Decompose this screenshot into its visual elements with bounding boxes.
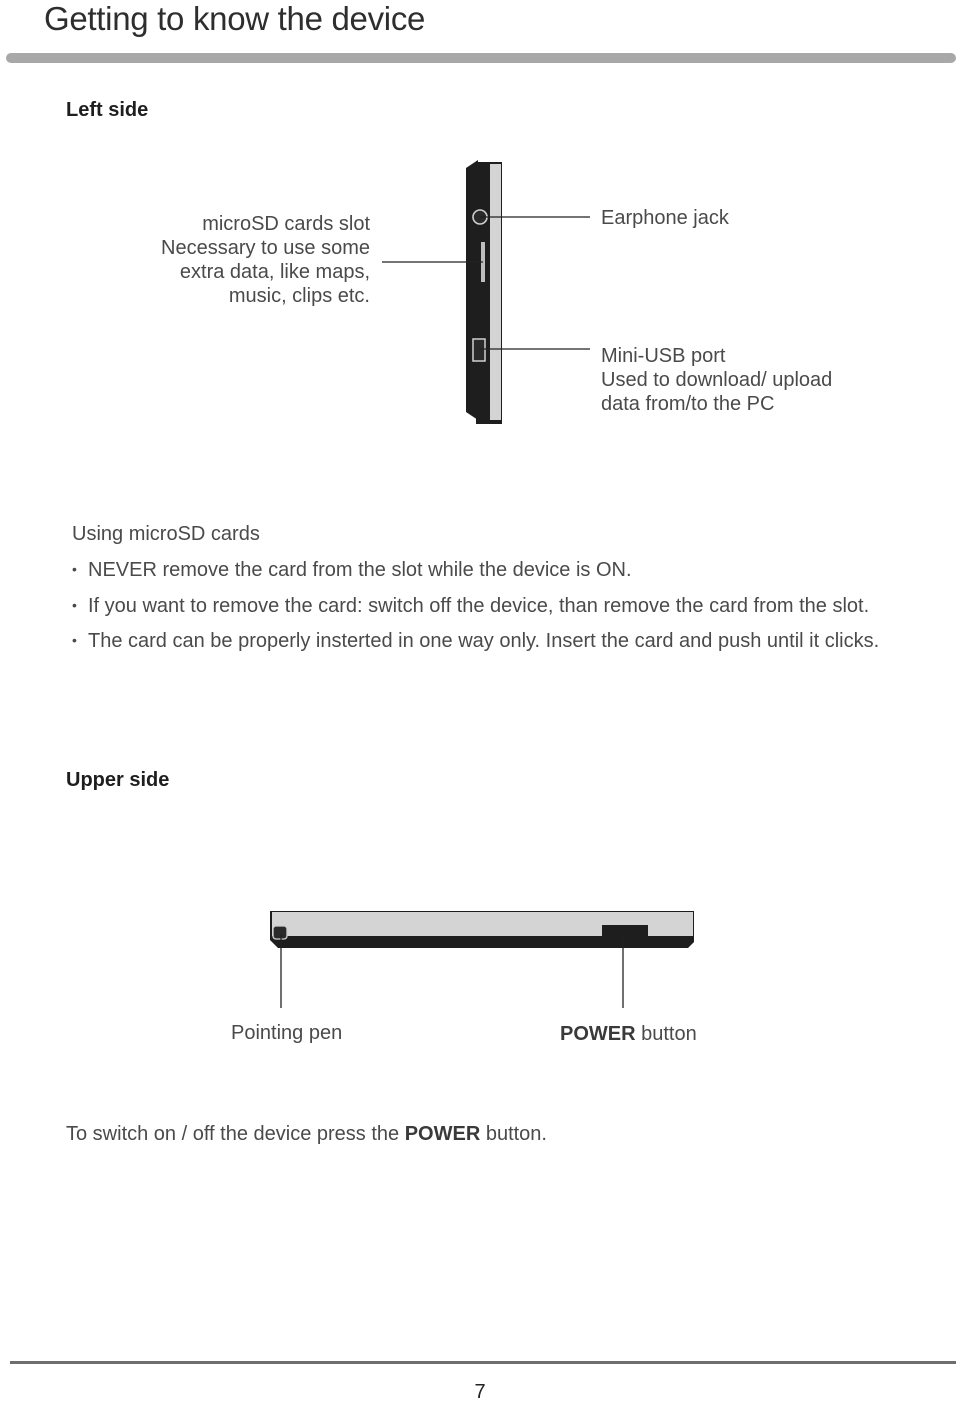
bullet-icon: • bbox=[72, 596, 77, 613]
microsd-callout-line: extra data, like maps, bbox=[179, 261, 370, 283]
microsd-tips-title: Using microSD cards bbox=[72, 523, 260, 545]
usb-callout-line: data from/to the PC bbox=[601, 393, 775, 415]
instruction-bold: POWER bbox=[404, 1123, 481, 1145]
left-side-heading: Left side bbox=[66, 99, 149, 121]
power-instruction bbox=[66, 1122, 547, 1146]
pointing-pen-label: Pointing pen bbox=[231, 1022, 343, 1044]
power-button-icon bbox=[602, 925, 648, 940]
instruction-suffix: button. bbox=[480, 1123, 547, 1145]
bullet-text: If you want to remove the card: switch off the device, than remove the card from the slot. bbox=[88, 594, 870, 617]
microsd-callout-line: Necessary to use some bbox=[161, 237, 370, 259]
earphone-callout: Earphone jack bbox=[601, 207, 729, 229]
page-number: 7 bbox=[474, 1381, 486, 1403]
bullet-icon: • bbox=[72, 632, 77, 648]
usb-callout-line: Used to download/ upload bbox=[601, 369, 833, 391]
pointing-pen-icon bbox=[273, 926, 287, 939]
microsd-callout-line: microSD cards slot bbox=[202, 213, 370, 235]
device-upper-side-illustration bbox=[0, 900, 960, 1010]
microsd-tips-list bbox=[72, 556, 879, 663]
power-label-rest: button bbox=[635, 1023, 697, 1045]
power-label-bold: POWER bbox=[560, 1023, 636, 1045]
mini-usb-port-icon bbox=[473, 339, 485, 361]
bullet-text: NEVER remove the card from the slot while the device is ON. bbox=[88, 559, 632, 581]
list-item bbox=[72, 627, 879, 663]
list-item bbox=[72, 556, 879, 592]
list-item bbox=[72, 592, 879, 628]
bullet-text: The card can be properly insterted in one way only. Insert the card and push until it clicks. bbox=[88, 630, 880, 652]
footer-divider bbox=[10, 1361, 956, 1364]
instruction-prefix: To switch on / off the device press the bbox=[66, 1123, 405, 1145]
page-title: Getting to know the device bbox=[44, 0, 426, 37]
power-button-label bbox=[560, 1022, 697, 1046]
upper-side-heading: Upper side bbox=[66, 769, 170, 791]
device-face bbox=[490, 164, 501, 420]
title-divider bbox=[6, 53, 956, 63]
device-left-side-illustration bbox=[0, 150, 960, 440]
microsd-callout-line: music, clips etc. bbox=[228, 285, 370, 307]
bullet-icon: • bbox=[72, 561, 77, 577]
usb-callout-line: Mini-USB port bbox=[601, 345, 726, 367]
